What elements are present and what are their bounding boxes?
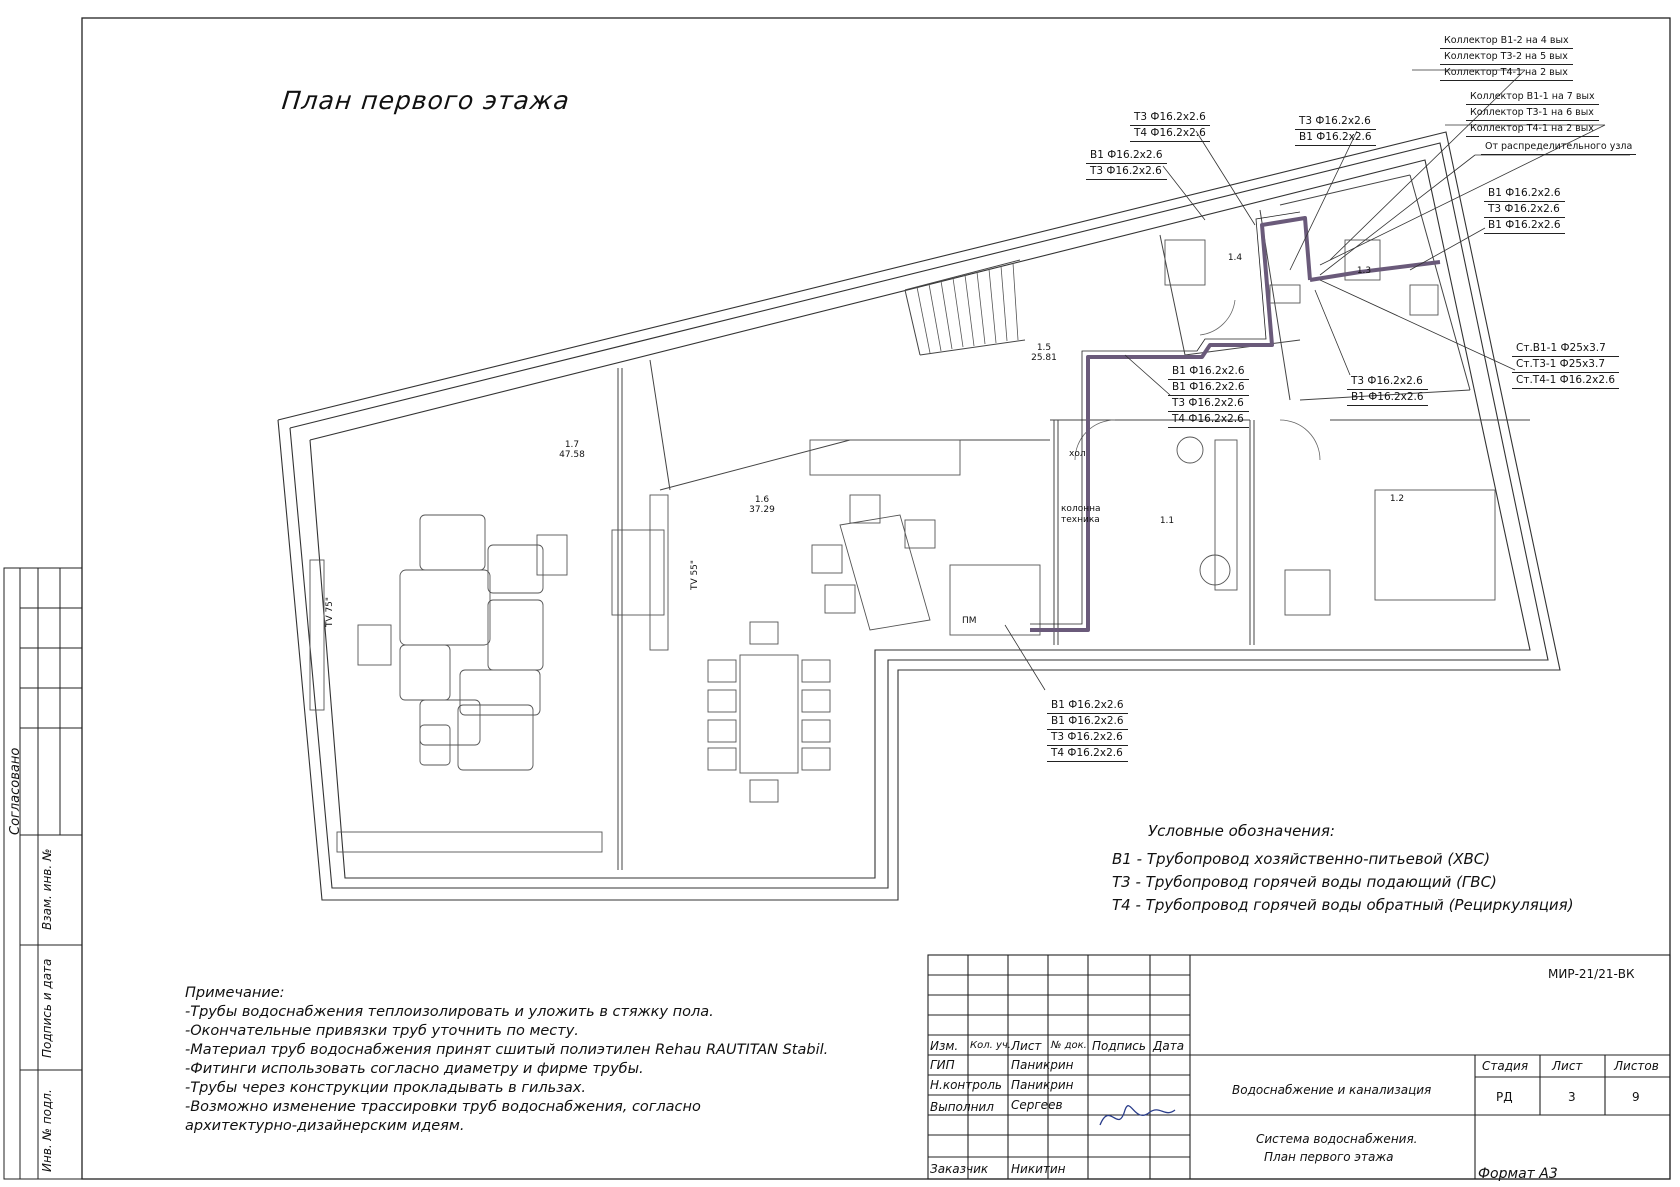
legend <box>1112 848 1574 917</box>
name-vypolnil: Сергеев <box>1011 1098 1063 1112</box>
stamp-header-podpis: Подпись <box>1092 1039 1146 1053</box>
role-gip: ГИП <box>930 1058 955 1072</box>
legend-item: Т4 - Трубопровод горячей воды обратный (Рециркуляция) <box>1112 896 1574 914</box>
legend-item: В1 - Трубопровод хозяйственно-питьевой (ХВС) <box>1112 850 1491 868</box>
dishwasher-label: ПМ <box>962 616 977 626</box>
side-inv: Инв. № подл. <box>40 1089 54 1172</box>
note-line: -Материал труб водоснабжения принят сшитый полиэтилен Rehau RAUTITAN Stabil. <box>185 1042 829 1058</box>
stamp-header-izm: Изм. <box>930 1039 959 1053</box>
pipe-tag: В1 Ф16.2х2.6 В1 Ф16.2х2.6 Т3 Ф16.2х2.6 Т4 Ф16.2х2.6 <box>1047 698 1128 762</box>
note-line: -Трубы через конструкции прокладывать в гильзах. <box>185 1080 586 1096</box>
sheet-title-2: План первого этажа <box>1264 1150 1394 1164</box>
tv-label: TV 75" <box>325 596 336 628</box>
role-ncontrol: Н.контроль <box>930 1078 1002 1092</box>
pipe-tag: В1 Ф16.2х2.6 В1 Ф16.2х2.6 Т3 Ф16.2х2.6 Т4 Ф16.2х2.6 <box>1168 364 1249 428</box>
room-label: 1.6 37.29 <box>749 495 775 515</box>
riser-tag: Ст.В1-1 Ф25х3.7 Ст.Т3-1 Ф25х3.7 Ст.Т4-1 Ф16.2х2.6 <box>1512 341 1619 389</box>
note-line: -Окончательные привязки труб уточнить по месту. <box>185 1023 579 1039</box>
sheet-value: 3 <box>1568 1090 1576 1104</box>
pipe-tag: Т3 Ф16.2х2.6 В1 Ф16.2х2.6 <box>1347 374 1428 406</box>
side-vzam: Взам. инв. № <box>40 848 54 930</box>
tv-label: TV 55" <box>690 559 701 591</box>
side-soglasovano: Согласовано <box>8 747 23 835</box>
role-zakazchik: Заказчик <box>930 1162 989 1176</box>
project-name: Водоснабжение и канализация <box>1232 1083 1432 1097</box>
note-line: -Фитинги использовать согласно диаметру и фирме трубы. <box>185 1061 644 1077</box>
note-line: -Возможно изменение трассировки труб водоснабжения, согласно <box>185 1099 701 1115</box>
drawing-title: План первого этажа <box>280 86 572 115</box>
pipe-tag: В1 Ф16.2х2.6 Т3 Ф16.2х2.6 В1 Ф16.2х2.6 <box>1484 186 1565 234</box>
legend-title: Условные обозначения: <box>1148 822 1335 840</box>
note-line: -Трубы водоснабжения теплоизолировать и уложить в стяжку пола. <box>185 1004 714 1020</box>
name-zakazchik: Никитин <box>1011 1162 1066 1176</box>
stamp-header-ndok: № док. <box>1051 1040 1087 1051</box>
stamp-header-data: Дата <box>1153 1039 1185 1053</box>
name-ncontrol: Паникрин <box>1011 1078 1074 1092</box>
col-stage: Стадия <box>1482 1059 1529 1073</box>
pipe-tag: В1 Ф16.2х2.6 Т3 Ф16.2х2.6 <box>1086 148 1167 180</box>
sheet-title-1: Система водоснабжения. <box>1256 1132 1418 1146</box>
col-sheet: Лист <box>1552 1059 1583 1073</box>
room-label: 1.2 <box>1389 494 1405 504</box>
note-line: архитектурно-дизайнерским идеям. <box>185 1118 465 1134</box>
fridge-label: хол <box>1069 449 1086 459</box>
pipe-tag: Т3 Ф16.2х2.6 Т4 Ф16.2х2.6 <box>1130 110 1210 142</box>
notes <box>185 984 828 1136</box>
room-label: 1.5 25.81 <box>1031 343 1057 363</box>
room-label: 1.3 <box>1356 266 1372 276</box>
collector-tag-2: Коллектор В1-2 на 4 вых Коллектор Т3-2 на 5 вых Коллектор Т4-1 на 2 вых <box>1440 33 1573 81</box>
column-label: колонна техника <box>1061 504 1101 525</box>
room-label: 1.7 47.58 <box>559 440 585 460</box>
pipe-tag: Т3 Ф16.2х2.6 В1 Ф16.2х2.6 <box>1295 114 1376 146</box>
notes-title: Примечание: <box>185 985 285 1001</box>
side-podpis-data: Подпись и дата <box>40 958 54 1058</box>
name-gip: Паникрин <box>1011 1058 1074 1072</box>
format-label: Формат А3 <box>1478 1166 1558 1182</box>
stamp-header-list: Лист <box>1011 1039 1042 1053</box>
room-label: 1.4 <box>1227 253 1243 263</box>
from-node-tag: От распределительного узла <box>1481 139 1636 155</box>
collector-tag-1: Коллектор В1-1 на 7 вых Коллектор Т3-1 на 6 вых Коллектор Т4-1 на 2 вых <box>1466 89 1599 137</box>
legend-item: Т3 - Трубопровод горячей воды подающий (ГВС) <box>1112 873 1497 891</box>
room-label: 1.1 <box>1159 516 1175 526</box>
col-sheets: Листов <box>1614 1059 1659 1073</box>
document-code: МИР-21/21-ВК <box>1548 967 1635 981</box>
sheets-value: 9 <box>1632 1090 1640 1104</box>
stamp-header-kol: Кол. уч. <box>970 1040 1011 1051</box>
stage-value: РД <box>1496 1090 1513 1104</box>
role-vypolnil: Выполнил <box>930 1100 994 1114</box>
